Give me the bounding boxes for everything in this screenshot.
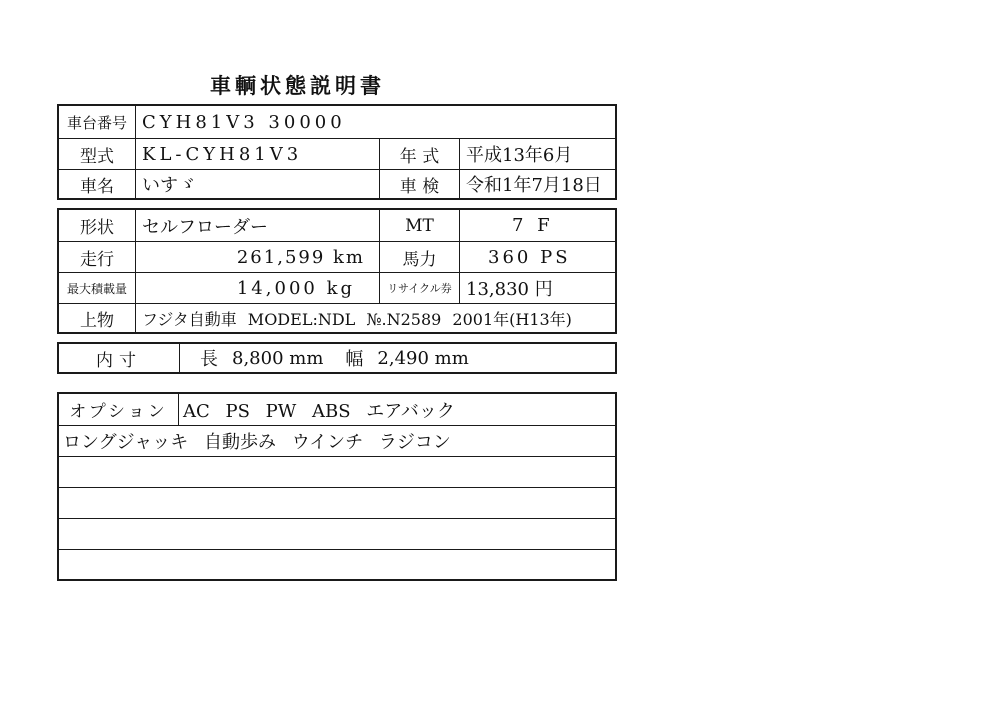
- inspection-label: 車 検: [379, 170, 459, 198]
- chassis-label: 車台番号: [66, 113, 127, 132]
- name-value: いすゞ: [135, 170, 379, 198]
- options-table: [57, 392, 617, 581]
- specs-table: [57, 208, 617, 334]
- power-label: 馬力: [379, 242, 459, 272]
- document-title: 車輌状態説明書: [210, 74, 385, 98]
- dimensions-row: [59, 344, 615, 372]
- options-line-5: [59, 519, 615, 549]
- load-row: [59, 272, 615, 303]
- options-label: オプション: [69, 402, 168, 422]
- options-row-3: [59, 456, 615, 487]
- name-row: [59, 169, 615, 198]
- load-value: 14,000 kg: [135, 273, 379, 303]
- vehicle-info-table: [57, 104, 617, 200]
- body-label: 上物: [80, 310, 114, 331]
- options-row-6: [59, 549, 615, 579]
- options-row-4: [59, 487, 615, 518]
- length-label: 長: [200, 349, 218, 370]
- options-line-4: [59, 488, 615, 518]
- options-line-1: AC PS PW ABS エアバック: [178, 394, 615, 425]
- year-label: 年 式: [379, 139, 459, 169]
- model-label: 型式: [80, 146, 114, 167]
- shape-value: セルフローダー: [135, 210, 379, 241]
- shape-label: 形状: [80, 218, 114, 238]
- width-label: 幅: [345, 349, 364, 370]
- chassis-value: CYH81V3 30000: [135, 106, 615, 138]
- mt-value: 7 F: [459, 210, 615, 241]
- options-row-2: [59, 425, 615, 456]
- mileage-value: 261,599 km: [135, 242, 379, 272]
- name-label: 車名: [80, 176, 114, 197]
- options-line-3: [59, 457, 615, 487]
- model-value: KL-CYH81V3: [135, 139, 379, 169]
- body-row: [59, 303, 615, 332]
- inspection-value: 令和1年7月18日: [459, 170, 615, 198]
- options-line-2: ロングジャッキ 自動歩み ウインチ ラジコン: [63, 432, 451, 453]
- options-line-6: [59, 550, 615, 579]
- mt-label: MT: [379, 210, 459, 241]
- recycle-label: リサイクル券: [379, 273, 459, 303]
- length-value: 8,800 mm: [232, 347, 324, 369]
- options-row-1: [59, 394, 615, 425]
- model-row: [59, 138, 615, 169]
- body-value: フジタ自動車 MODEL:NDL №.N2589 2001年(H13年): [135, 304, 615, 332]
- load-label: 最大積載量: [66, 281, 127, 296]
- dimensions-table: [57, 342, 617, 374]
- shape-row: [59, 210, 615, 241]
- recycle-value: 13,830 円: [459, 273, 615, 303]
- power-value: 360 PS: [459, 242, 615, 272]
- options-row-5: [59, 518, 615, 549]
- mileage-row: [59, 241, 615, 272]
- mileage-label: 走行: [80, 249, 114, 270]
- year-value: 平成13年6月: [459, 139, 615, 169]
- width-value: 2,490 mm: [377, 347, 469, 369]
- chassis-row: [59, 106, 615, 138]
- dimensions-values: [179, 344, 615, 372]
- dimensions-label: 内寸: [96, 350, 142, 371]
